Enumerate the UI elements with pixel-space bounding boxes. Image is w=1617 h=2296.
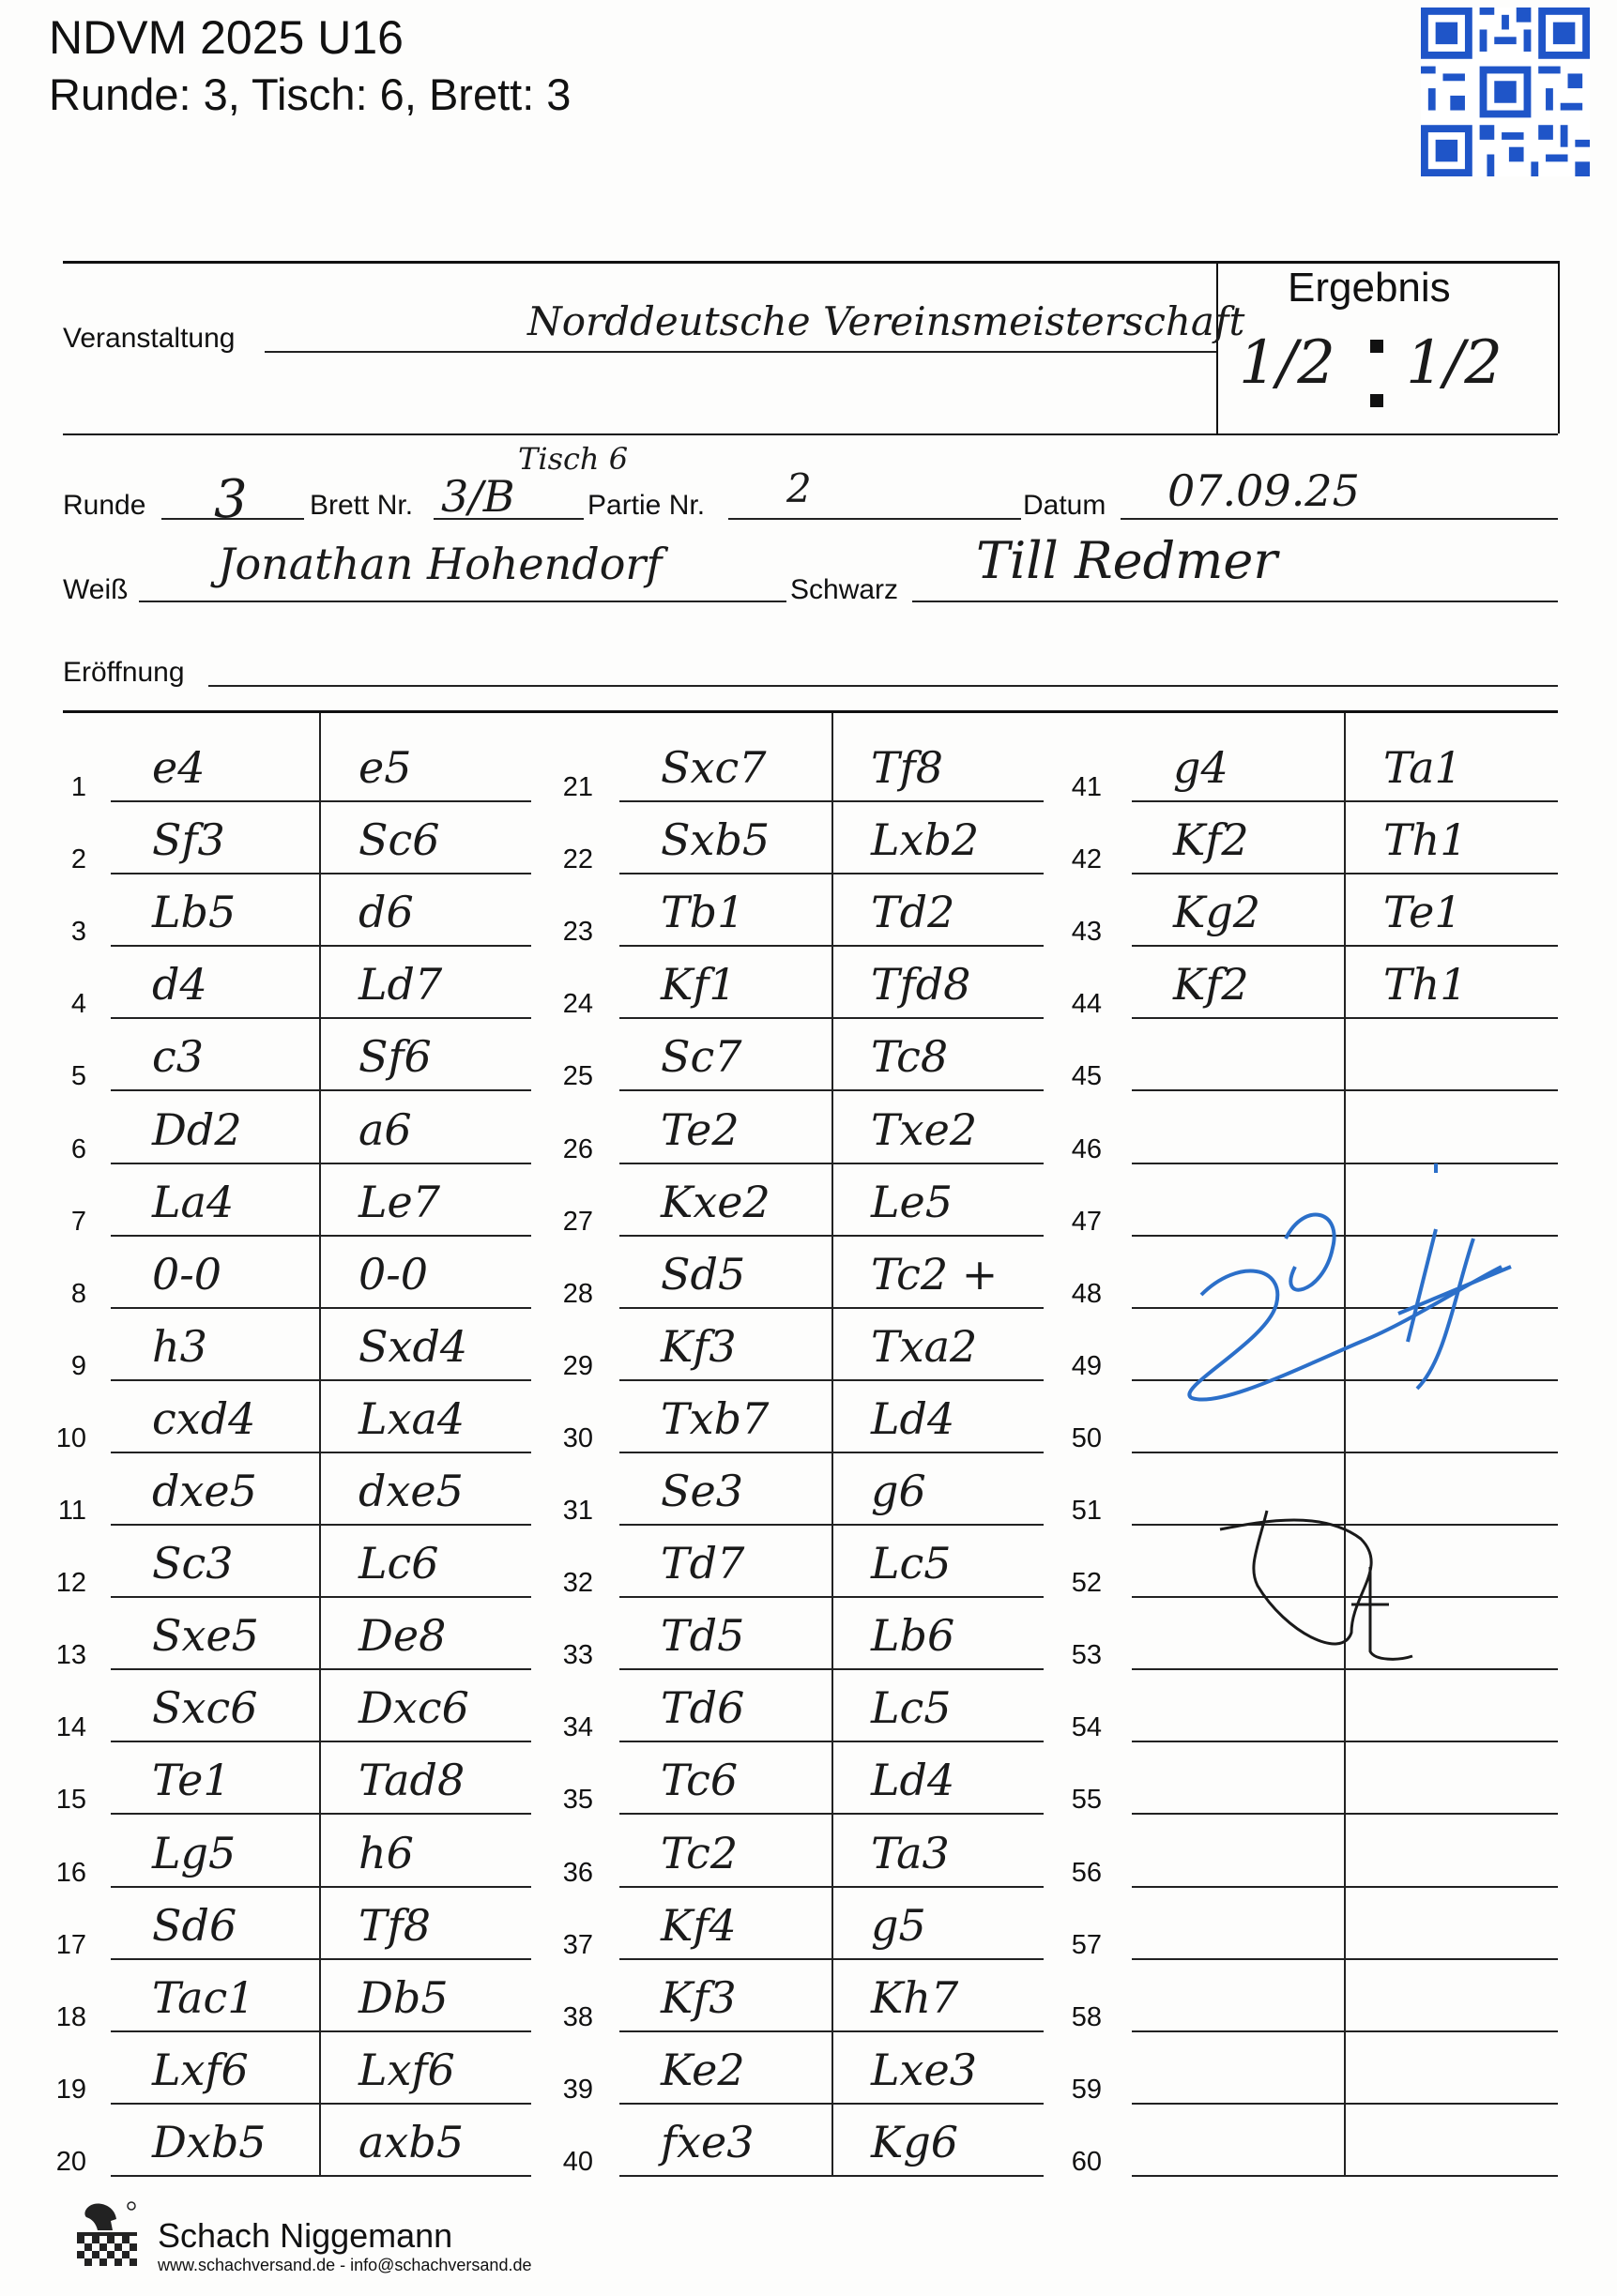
veranstaltung-value: Norddeutsche Vereinsmeisterschaft (527, 298, 1245, 344)
event-header: NDVM 2025 U16 (49, 11, 404, 64)
move-number: 48 (1071, 1278, 1102, 1309)
move-row-line (1132, 1452, 1558, 1453)
move-number: 41 (1071, 772, 1102, 802)
move-row-line (1132, 800, 1558, 802)
black-move: Sxd4 (358, 1320, 468, 1372)
move-row-line (619, 1235, 1044, 1237)
white-move: Sxc6 (152, 1682, 258, 1734)
round-table-board-header: Runde: 3, Tisch: 6, Brett: 3 (49, 69, 572, 119)
move-row-line (619, 945, 1044, 947)
move-number: 30 (562, 1422, 593, 1453)
move-row-line (1132, 1813, 1558, 1815)
black-move: Lc5 (871, 1538, 952, 1589)
black-move: h6 (358, 1827, 414, 1878)
white-move: fxe3 (661, 2116, 755, 2167)
move-number: 11 (57, 1496, 86, 1526)
black-move: Sf6 (358, 1031, 432, 1083)
move-number: 42 (1071, 844, 1102, 875)
move-row-line (619, 1886, 1044, 1888)
move-row-line (619, 2030, 1044, 2032)
black-move: Lc6 (358, 1538, 439, 1589)
move-number: 35 (562, 1785, 593, 1816)
move-row-line (111, 2103, 531, 2105)
black-move: Lxa4 (358, 1392, 465, 1444)
move-row-line (111, 945, 531, 947)
move-number: 31 (562, 1496, 593, 1526)
move-number: 33 (562, 1640, 593, 1671)
black-move: Tf8 (358, 1899, 431, 1951)
move-number: 4 (70, 989, 86, 1020)
move-row-line (1132, 1741, 1558, 1742)
black-move: Tad8 (358, 1755, 465, 1806)
moves-column-divider (319, 713, 321, 2175)
move-number: 45 (1071, 1061, 1102, 1092)
move-number: 47 (1071, 1206, 1102, 1237)
schwarz-value: Till Redmer (976, 531, 1278, 590)
black-move: Le7 (358, 1176, 441, 1227)
black-move: Le5 (871, 1176, 953, 1227)
black-move: g6 (871, 1466, 926, 1516)
move-number: 60 (1071, 2146, 1102, 2177)
footer-contact: www.schachversand.de - info@schachversand.de (158, 2256, 532, 2274)
move-number: 29 (562, 1350, 593, 1381)
footer-brand: Schach Niggemann (158, 2216, 453, 2255)
move-row-line (111, 1596, 531, 1598)
move-number: 53 (1071, 1640, 1102, 1671)
move-number: 10 (55, 1422, 86, 1453)
move-number: 12 (55, 1568, 86, 1599)
chess-knight-logo-icon (73, 2200, 141, 2273)
move-number: 14 (55, 1712, 86, 1743)
white-move: Tac1 (152, 1971, 255, 2023)
move-number: 54 (1071, 1712, 1102, 1743)
white-move: La4 (152, 1176, 235, 1227)
move-number: 13 (55, 1640, 86, 1671)
move-row-line (111, 1163, 531, 1164)
move-number: 57 (1071, 1929, 1102, 1960)
white-move: Se3 (661, 1466, 744, 1516)
move-row-line (619, 1017, 1044, 1019)
black-move: Tc2 + (871, 1248, 999, 1300)
black-move: Ld4 (871, 1392, 955, 1444)
white-move: 0-0 (152, 1248, 222, 1300)
ergebnis-label: Ergebnis (1288, 265, 1451, 311)
schwarz-line (912, 601, 1558, 602)
white-move: Dxb5 (152, 2116, 267, 2167)
black-move: Tc8 (871, 1031, 949, 1083)
datum-label: Datum (1023, 490, 1106, 521)
black-move: 0-0 (358, 1248, 429, 1300)
move-row-line (619, 1163, 1044, 1164)
black-move: Th1 (1383, 814, 1468, 866)
move-row-line (1132, 1089, 1558, 1091)
form-divider-rule (63, 433, 1558, 435)
black-move: Tfd8 (871, 959, 971, 1011)
black-move: Lxe3 (871, 2044, 977, 2095)
white-move: Td6 (661, 1682, 745, 1734)
move-number: 8 (70, 1278, 86, 1309)
runde-label: Runde (63, 490, 146, 521)
move-number: 5 (70, 1061, 86, 1092)
white-move: Td5 (661, 1610, 745, 1662)
black-move: Lb6 (871, 1610, 955, 1662)
white-move: Te2 (661, 1103, 740, 1155)
black-move: Ta1 (1383, 742, 1462, 793)
move-row-line (111, 1813, 531, 1815)
move-row-line (111, 1089, 531, 1091)
move-row-line (619, 1813, 1044, 1815)
eroeffnung-line (208, 685, 1558, 687)
white-move: Sxb5 (661, 814, 770, 866)
black-move: axb5 (358, 2116, 465, 2167)
white-move: Sc3 (152, 1538, 234, 1589)
move-number: 16 (55, 1857, 86, 1888)
schwarz-label: Schwarz (790, 574, 899, 605)
white-move: Lg5 (152, 1827, 236, 1878)
white-move: Sxc7 (661, 742, 767, 793)
veranstaltung-label: Veranstaltung (63, 323, 236, 354)
runde-value: 3 (214, 469, 248, 530)
brett-value: 3/B (441, 471, 515, 522)
weiss-label: Weiß (63, 574, 129, 605)
move-number: 1 (70, 772, 86, 802)
black-move: d6 (358, 887, 414, 938)
move-row-line (1132, 873, 1558, 874)
black-move: a6 (358, 1103, 412, 1155)
white-move: Kf2 (1173, 814, 1249, 866)
move-row-line (619, 1668, 1044, 1670)
move-row-line (619, 2175, 1044, 2177)
move-number: 23 (562, 917, 593, 948)
move-number: 37 (562, 1929, 593, 1960)
move-row-line (619, 1596, 1044, 1598)
white-move: e4 (152, 742, 206, 793)
move-number: 17 (55, 1929, 86, 1960)
white-move: Tc6 (661, 1755, 739, 1806)
move-row-line (619, 1452, 1044, 1453)
black-move: Th1 (1383, 959, 1468, 1011)
ergebnis-white: 1/2 (1239, 328, 1335, 398)
move-number: 43 (1071, 917, 1102, 948)
white-move: Tc2 (661, 1827, 739, 1878)
move-row-line (111, 873, 531, 874)
weiss-value: Jonathan Hohendorf (218, 539, 663, 589)
move-number: 40 (562, 2146, 593, 2177)
white-move: Sc7 (661, 1031, 742, 1083)
move-number: 7 (70, 1206, 86, 1237)
move-row-line (619, 1379, 1044, 1381)
move-number: 58 (1071, 2001, 1102, 2032)
black-move: Td2 (871, 887, 955, 938)
white-move: Sf3 (152, 814, 225, 866)
move-row-line (111, 1452, 531, 1453)
moves-column-divider (1344, 713, 1346, 2175)
moves-top-rule (63, 710, 1558, 713)
white-move: c3 (152, 1031, 205, 1083)
move-row-line (1132, 2175, 1558, 2177)
white-move: d4 (152, 959, 207, 1011)
move-number: 19 (55, 2074, 86, 2105)
black-move: Ld7 (358, 959, 443, 1011)
move-row-line (619, 1741, 1044, 1742)
white-move: Kf3 (661, 1971, 737, 2023)
ergebnis-black: 1/2 (1406, 328, 1503, 398)
tisch-note: Tisch 6 (518, 441, 629, 477)
partie-value: 2 (786, 465, 812, 511)
move-row-line (619, 873, 1044, 874)
moves-column-divider (831, 713, 833, 2175)
move-row-line (619, 1307, 1044, 1309)
qr-code (1419, 8, 1592, 176)
white-move: Sd6 (152, 1899, 237, 1951)
move-number: 6 (70, 1133, 86, 1164)
black-move: Ld4 (871, 1755, 955, 1806)
white-move: Dd2 (152, 1103, 242, 1155)
eroeffnung-label: Eröffnung (63, 657, 185, 688)
black-move: Lxb2 (871, 814, 980, 866)
white-move: Ke2 (661, 2044, 745, 2095)
move-row-line (111, 2175, 531, 2177)
move-row-line (111, 1958, 531, 1960)
move-number: 9 (70, 1350, 86, 1381)
black-move: g5 (871, 1899, 926, 1951)
black-move: Txe2 (871, 1103, 978, 1155)
black-move: Kh7 (871, 1971, 959, 2023)
move-row-line (619, 800, 1044, 802)
move-row-line (111, 1379, 531, 1381)
white-move: Td7 (661, 1538, 745, 1589)
move-row-line (1132, 2103, 1558, 2105)
move-row-line (111, 1741, 531, 1742)
black-move: Lxf6 (358, 2044, 455, 2095)
move-row-line (1132, 945, 1558, 947)
move-number: 27 (562, 1206, 593, 1237)
move-number: 36 (562, 1857, 593, 1888)
black-move: e5 (358, 742, 412, 793)
white-move: Kf4 (661, 1899, 737, 1951)
black-move: De8 (358, 1610, 447, 1662)
black-move: dxe5 (358, 1466, 464, 1516)
white-move: Sxe5 (152, 1610, 259, 1662)
signature-black (1211, 1492, 1436, 1680)
black-move: Lc5 (871, 1682, 952, 1734)
partie-label: Partie Nr. (587, 490, 706, 521)
move-number: 34 (562, 1712, 593, 1743)
white-move: Kf2 (1173, 959, 1249, 1011)
black-move: Sc6 (358, 814, 440, 866)
move-number: 39 (562, 2074, 593, 2105)
ergebnis-colon (1370, 394, 1383, 407)
signature-white (1164, 1154, 1530, 1426)
move-number: 46 (1071, 1133, 1102, 1164)
move-row-line (111, 1668, 531, 1670)
white-move: h3 (152, 1320, 207, 1372)
move-number: 38 (562, 2001, 593, 2032)
move-number: 50 (1071, 1422, 1102, 1453)
black-move: Kg6 (871, 2116, 959, 2167)
partie-line (728, 518, 1021, 520)
move-number: 3 (70, 917, 86, 948)
black-move: Dxc6 (358, 1682, 469, 1734)
white-move: Lxf6 (152, 2044, 249, 2095)
black-move: Ta3 (871, 1827, 950, 1878)
datum-value: 07.09.25 (1167, 465, 1360, 516)
move-number: 24 (562, 989, 593, 1020)
move-row-line (111, 800, 531, 802)
white-move: Kxe2 (661, 1176, 770, 1227)
move-row-line (111, 1307, 531, 1309)
white-move: g4 (1173, 742, 1228, 793)
move-row-line (619, 1958, 1044, 1960)
move-number: 56 (1071, 1857, 1102, 1888)
move-number: 59 (1071, 2074, 1102, 2105)
move-row-line (111, 1886, 531, 1888)
move-row-line (1132, 1017, 1558, 1019)
white-move: Kg2 (1173, 887, 1261, 938)
veranstaltung-line (265, 351, 1216, 353)
move-row-line (619, 1089, 1044, 1091)
white-move: Tb1 (661, 887, 745, 938)
move-number: 44 (1071, 989, 1102, 1020)
move-number: 2 (70, 844, 86, 875)
move-row-line (1132, 1886, 1558, 1888)
brett-label: Brett Nr. (310, 490, 414, 521)
move-row-line (619, 2103, 1044, 2105)
white-move: Txb7 (661, 1392, 770, 1444)
move-number: 26 (562, 1133, 593, 1164)
white-move: Te1 (152, 1755, 231, 1806)
white-move: cxd4 (152, 1392, 256, 1444)
move-number: 18 (55, 2001, 86, 2032)
move-row-line (111, 1235, 531, 1237)
white-move: dxe5 (152, 1466, 257, 1516)
move-number: 20 (55, 2146, 86, 2177)
move-row-line (111, 2030, 531, 2032)
white-move: Kf3 (661, 1320, 737, 1372)
move-row-line (111, 1017, 531, 1019)
black-move: Db5 (358, 1971, 449, 2023)
move-number: 21 (562, 772, 593, 802)
move-number: 55 (1071, 1785, 1102, 1816)
move-row-line (1132, 2030, 1558, 2032)
black-move: Txa2 (871, 1320, 978, 1372)
move-number: 22 (562, 844, 593, 875)
white-move: Lb5 (152, 887, 236, 938)
move-number: 52 (1071, 1568, 1102, 1599)
move-row-line (1132, 1958, 1558, 1960)
move-row-line (619, 1524, 1044, 1526)
white-move: Kf1 (661, 959, 737, 1011)
datum-line (1121, 518, 1558, 520)
black-move: Te1 (1383, 887, 1462, 938)
move-number: 51 (1071, 1496, 1102, 1526)
move-number: 49 (1071, 1350, 1102, 1381)
black-move: Tf8 (871, 742, 943, 793)
move-number: 25 (562, 1061, 593, 1092)
move-number: 15 (55, 1785, 86, 1816)
weiss-line (139, 601, 786, 602)
move-row-line (111, 1524, 531, 1526)
white-move: Sd5 (661, 1248, 746, 1300)
move-number: 28 (562, 1278, 593, 1309)
ergebnis-colon (1370, 340, 1383, 353)
move-number: 32 (562, 1568, 593, 1599)
